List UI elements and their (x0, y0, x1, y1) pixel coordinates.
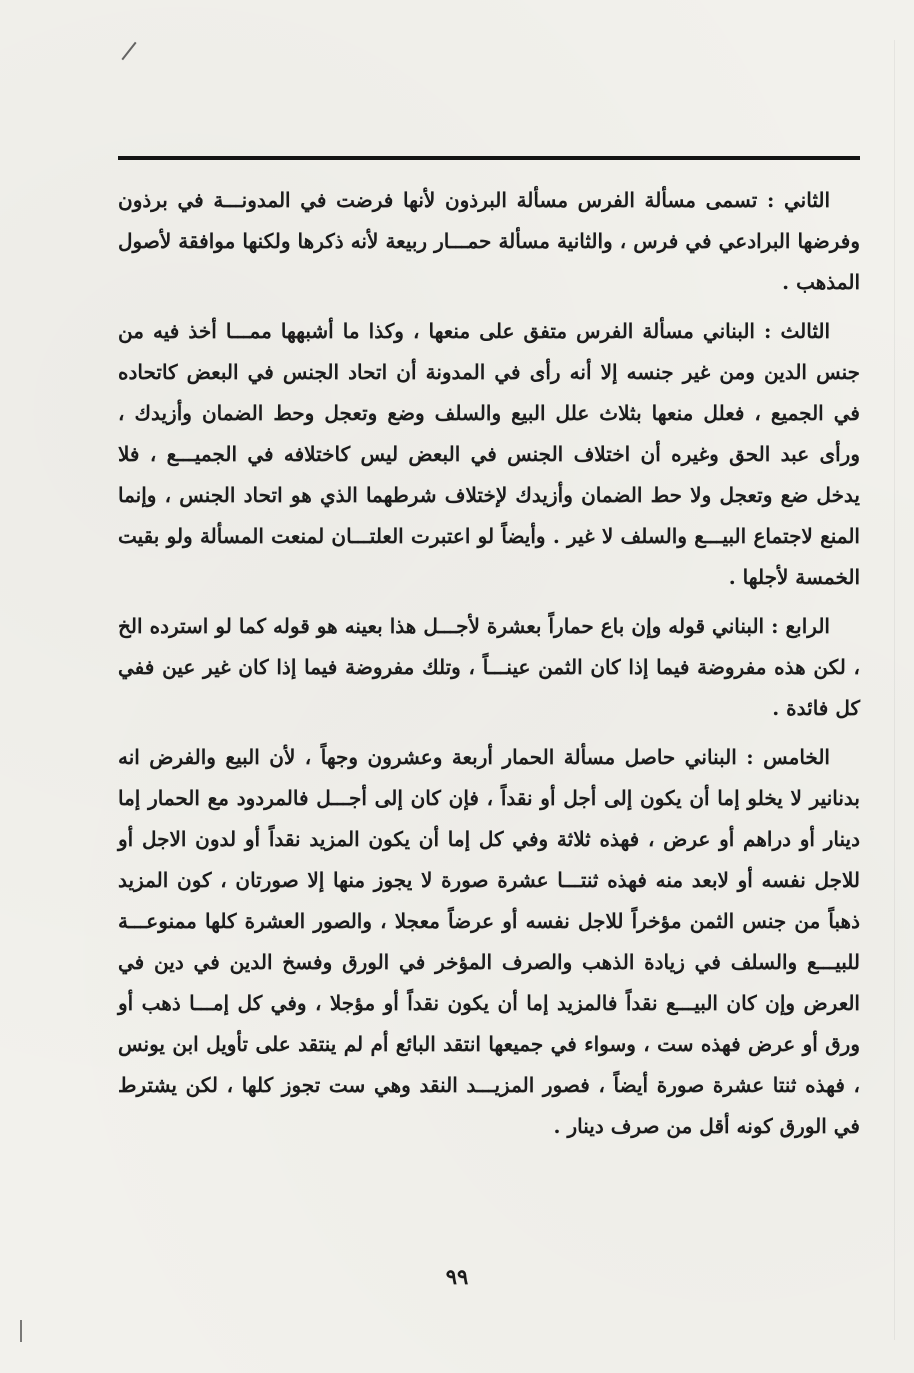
scan-shadow-right (894, 40, 895, 1340)
header-rule (118, 156, 860, 160)
paragraph-second: الثاني : تسمى مسألة الفرس مسألة البرذون لأنها فرضت في المدونـــة في برذون وفرضها البرادعي في فرس ، والثانية مسألة حمـــار ربيعة لأنه ذكرها ولكنها موافقة لأصول المذهب . (118, 188, 860, 294)
paragraph-third: الثالث : البناني مسألة الفرس متفق على منعها ، وكذا ما أشبهها ممـــا أخذ فيه من جنس الدين ومن غير جنسه إلا أنه رأى في المدونة أن اتحاد الجنس في البعض كاتحاده في الجميع ، فعلل منعها بثلاث علل البيع والسلف وضع وتعجل وحط الضمان وأزيدك ، ورأى عبد الحق وغيره أن اختلاف الجنس في البعض ليس كاختلافه في الجميـــع ، فلا يدخل ضع وتعجل ولا حط الضمان وأزيدك لإختلاف شرطهما الذي هو اتحاد الجنس ، وإنما المنع لاجتماع البيـــع والسلف لا غير . وأيضاً لو اعتبرت العلتـــان لمنعت المسألة ولو بقيت الخمسة لأجلها . (118, 319, 860, 589)
paragraph-fourth: الرابع : البناني قوله وإن باع حماراً بعشرة لأجـــل هذا بعينه هو قوله كما لو استرده الخ ، لكن هذه مفروضة فيما إذا كان الثمن عينـــاً ، وتلك مفروضة فيما إذا كان غير عين ففي كل فائدة . (118, 614, 860, 720)
paragraph-fifth: الخامس : البناني حاصل مسألة الحمار أربعة وعشرون وجهاً ، لأن البيع والفرض انه بدنانير لا يخلو إما أن يكون إلى أجل أو نقداً ، فإن كان إلى أجـــل فالمردود مع الحمار إما دينار أو دراهم أو عرض ، فهذه ثلاثة وفي كل إما أن يكون المزيد نقداً أو لدون الاجل أو للاجل نفسه أو لابعد منه فهذه ثنتـــا عشرة صورة لا يجوز منها إلا صورتان ، كون المزيد ذهباً من جنس الثمن مؤخراً للاجل نفسه أو عرضاً معجلا ، والصور العشرة كلها ممنوعـــة للبيـــع والسلف في زيادة الذهب والصرف المؤخر في الورق وفسخ الدين في دين في العرض وإن كان البيـــع نقداً فالمزيد إما أن يكون نقداً أو مؤجلا ، وفي كل إمـــا ذهب أو ورق أو عرض فهذه ست ، وسواء في جميعها انتقد البائع أم لم ينتقد على تأويل ابن يونس ، فهذه ثنتا عشرة صورة أيضاً ، فصور المزيـــد النقد وهي ست تجوز كلها ، لكن يشترط في الورق كونه أقل من صرف دينار . (118, 745, 860, 1138)
main-text (118, 180, 860, 1155)
scan-mark-top (121, 42, 136, 61)
scan-mark-left (20, 1320, 22, 1342)
page-number: ٩٩ (445, 1264, 469, 1289)
